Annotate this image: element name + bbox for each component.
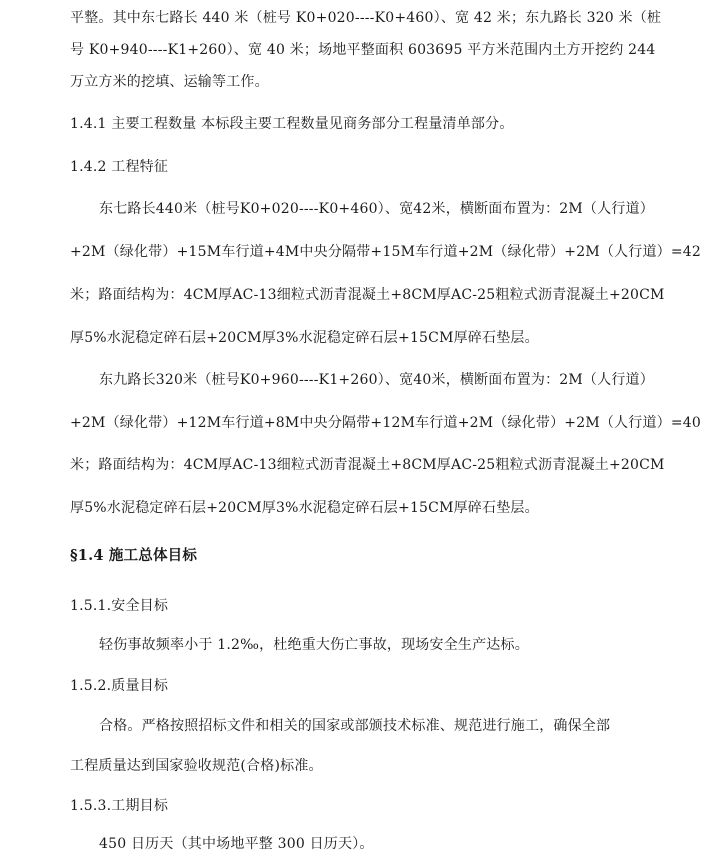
paragraph-line: +2M（绿化带）+15M车行道+4M中央分隔带+15M车行道+2M（绿化带）+2M（人行道）=42 xyxy=(70,244,701,260)
quality-goal-line: 合格。严格按照招标文件和相关的国家或部颁技术标准、规范进行施工，确保全部 xyxy=(99,718,611,734)
quality-goal-heading: 1.5.2.质量目标 xyxy=(70,678,169,694)
paragraph-line: 平整。其中东七路长 440 米（桩号 K0+020----K0+460）、宽 42 米；东九路长 320 米（桩 xyxy=(70,10,662,26)
paragraph-line: 米；路面结构为：4CM厚AC-13细粒式沥青混凝土+8CM厚AC-25粗粒式沥青混凝土+20CM xyxy=(70,287,665,303)
schedule-goal-text: 450 日历天（其中场地平整 300 日历天）。 xyxy=(99,836,374,852)
paragraph-line: 号 K0+940----K1+260）、宽 40 米；场地平整面积 603695 平方米范围内土方开挖约 244 xyxy=(70,42,656,58)
schedule-goal-heading: 1.5.3.工期目标 xyxy=(70,798,169,814)
paragraph-line: 万立方米的挖填、运输等工作。 xyxy=(70,74,269,90)
section-1-4-2-heading: 1.4.2 工程特征 xyxy=(70,159,169,175)
section-goals-heading: §1.4 施工总体目标 xyxy=(70,547,198,564)
quality-goal-line: 工程质量达到国家验收规范(合格)标准。 xyxy=(70,758,323,774)
paragraph-line: 东九路长320米（桩号K0+960----K1+260）、宽40米，横断面布置为：2M（人行道） xyxy=(99,372,654,388)
section-1-4-1-text: 1.4.1 主要工程数量 本标段主要工程数量见商务部分工程量清单部分。 xyxy=(70,116,514,132)
paragraph-line: 东七路长440米（桩号K0+020----K0+460）、宽42米，横断面布置为：2M（人行道） xyxy=(99,201,654,217)
paragraph-line: 米；路面结构为：4CM厚AC-13细粒式沥青混凝土+8CM厚AC-25粗粒式沥青混凝土+20CM xyxy=(70,457,665,473)
paragraph-line: 厚5%水泥稳定碎石层+20CM厚3%水泥稳定碎石层+15CM厚碎石垫层。 xyxy=(70,500,539,516)
safety-goal-heading: 1.5.1.安全目标 xyxy=(70,598,169,614)
paragraph-line: +2M（绿化带）+12M车行道+8M中央分隔带+12M车行道+2M（绿化带）+2M（人行道）=40 xyxy=(70,415,701,431)
paragraph-line: 厚5%水泥稳定碎石层+20CM厚3%水泥稳定碎石层+15CM厚碎石垫层。 xyxy=(70,330,539,346)
safety-goal-text: 轻伤事故频率小于 1.2‰，杜绝重大伤亡事故，现场安全生产达标。 xyxy=(99,637,529,653)
